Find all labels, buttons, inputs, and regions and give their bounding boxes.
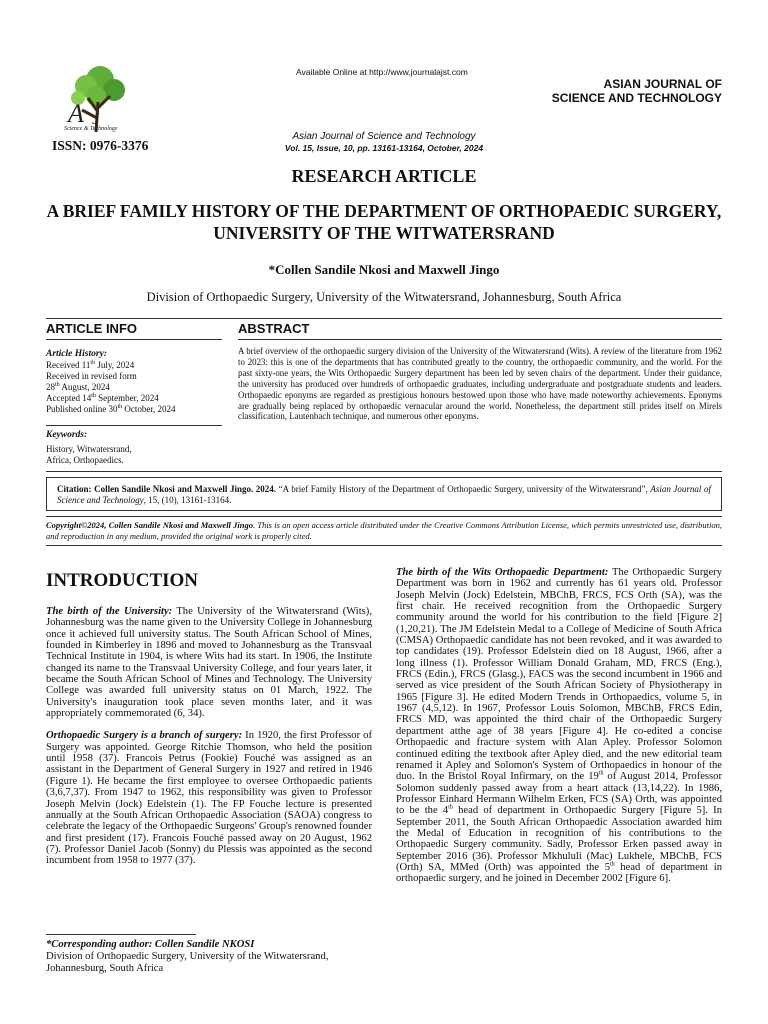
divider [46,545,722,546]
keywords [46,430,226,466]
keywords-label: Keywords: [46,430,88,440]
right-column [396,567,722,885]
abstract-heading: ABSTRACT [238,321,310,336]
affiliation: Division of Orthopaedic Surgery, University of the Witwatersrand, Johannesburg, South Africa [146,290,622,304]
corresponding-author [46,939,372,975]
logo-caption: Science & Technology [64,126,118,132]
corresponding-affiliation: Division of Orthopaedic Surgery, University of the Witwatersrand, Johannesburg, South Africa [46,951,329,974]
divider [46,516,722,517]
divider [46,471,722,472]
journal-logo [52,62,140,142]
footnote-rule [46,934,196,935]
corresponding-label: *Corresponding author: Collen Sandile NKOSI [46,939,255,950]
divider [46,339,222,340]
paragraph: The birth of the Wits Orthopaedic Department: The Orthopaedic Surgery Department was born in 1962 and currently has 61 years old. Professor Joseph Melvin (Jock) Edelstein, MBChB, FRCS, FCS Orth (SA), was the first chair. He received recognition from the Orthopaedic Surgery community around the world for his contribution to the field [Figure 2] (1,20,21). The JM Edelstein Medal to a College of Medicine of South Africa (CMSA) Orthopaedic candidate has not been revoked, and it was awarded to top candidates (19). Professor Edelstein died on 18 August, 1966, after a long illness (1). Professor William Donald Graham, MD, FRCS (Eng.), FRCS (Edin.), FRCS (Glasg.), FACS was the second incumbent in 1966 and served as vice president of the South African Society of Physiotherapy in 1965 [Figure 3]. He edited Modern Trends in Orthopaedics, volume 5, in 1967 (4,5,12). In 1967, Professor Louis Solomon, MBChB, FRCS Edin, FRCS MD, was appointed the third chair of the Orthopaedic Surgery department atthe age of 38 years [Figure 4]. He co-edited a concise Orthopaedic and fracture system with Alan Apley. Professor Solomon continued editing the textbook after Apley died, and the new editorial team renamed it Apley and Solomon's System of Orthopaedics in honour of the duo. In the Bristol Royal Infirmary, on the 19th of August 2014, Professor Solomon suddenly passed away from a heart attack (13,14,22). In 1986, Professor Einhard Hermann Wilhelm Erken, FCS (SA) Orth, was appointed to be the 4th head of department in Orthopaedic Surgery [Figure 5]. In September 2011, the South African Orthopaedic Association awarded him the Medal of Education in recognition of his contributions to the Orthopaedic Surgery community. Sadly, Professor Erken passed away in September 2016 (36). Professor Mkhululi (Mac) Lukhele, MBChB, FCS (Orth) SA, MMed (Orth) was appointed the 5th head of department in orthopaedic surgery, and he joined in December 2002 [Figure 6]. [396,567,722,885]
authors: *Collen Sandile Nkosi and Maxwell Jingo [268,262,500,277]
svg-text:J: J [92,111,100,128]
journal-name [540,77,722,105]
divider [238,339,722,340]
citation-text: Citation: Collen Sandile Nkosi and Maxwell Jingo. 2024. “A brief Family History of the Department of Orthopaedic Surgery, university of the Witwatersrand”, Asian Journal of Science and Technology, 15, (10), 13161-13164. [57,484,711,505]
divider [46,425,222,426]
abstract-text: A brief overview of the orthopaedic surgery division of the University of the Witwatersrand (Wits). A review of the literature from 1962 to 2023: this is one of the departments that has contributed greatly to the country, the orthopaedic community, and the world. For the past sixty-one years, the Wits Orthopaedic Surgery department has been led by seven chairs of the department. Under their guidance, the university has produced over hundreds of orthopaedic graduates, including undergraduate and postgraduate students and leaders. Orthopaedic eponyms are regarded as prestigious honours bestowed upon those who have made noteworthy achievements. Eponyms are gradually being replaced by orthopaedic vernacular around the world. Nonetheless, the department still prides itself on Mirels classification, Lautenbach technique, and numerous other eponyms. [238,346,722,422]
article-title: A BRIEF FAMILY HISTORY OF THE DEPARTMENT OF ORTHOPAEDIC SURGERY, UNIVERSITY OF THE WITWATERSRAND [46,201,722,243]
received-date: Received 11th July, 2024 [46,360,135,370]
journal-name-line1: ASIAN JOURNAL OF [603,77,722,91]
paragraph: Orthopaedic Surgery is a branch of surgery: In 1920, the first Professor of Surgery was appointed. George Ritchie Thomson, who held the position until 1958 (37). Francois Petrus (Fookie) Fouché was assigned as an assistant in the Department of General Surgery in 1927 and retired in 1946 (Figure 1). He became the first employee to oversee Orthopaedic patients (3,6,7,37). From 1947 to 1962, this responsibility was given to Professor Joseph Melvin (Jock) Edelstein (1). The FP Fouche lecture is presented annually at the South African Orthopaedic Association (SAOA) congress to celebrate the legacy of the Orthopaedic Surgeons' Group's renowned founder and first president (17). Francois Fouché passed away on 20 August, 1962 (7). Professor Daniel Jacob (Sonny) du Plessis was appointed as the second incumbent from 1958 to 1977 (37). [46,730,372,867]
available-online: Available Online at http://www.journalajst.com [296,67,468,77]
divider [46,318,722,319]
journal-name-line2: SCIENCE AND TECHNOLOGY [551,91,722,105]
journal-full-name: Asian Journal of Science and Technology [292,131,476,142]
copyright-notice: Copyright©2024, Collen Sandile Nkosi and Maxwell Jingo. This is an open access article distributed under the Creative Commons Attribution License, which permits unrestricted use, distribution, and reproduction in any medium, provided the original work is properly cited. [46,520,722,541]
introduction-heading: INTRODUCTION [46,570,199,591]
citation-box [46,477,722,511]
keywords-line1: History, Witwatersrand, [46,444,132,454]
published-date: Published online 30th October, 2024 [46,404,176,414]
article-history [46,349,226,415]
revised-date: 28th August, 2024 [46,382,110,392]
left-column [46,606,372,867]
paragraph: The birth of the University: The University of the Witwatersrand (Wits), Johannesburg was the name given to the University College in Johannesburg once it achieved full university status. The South African School of Mines, founded in Kimberley in 1896 and moved to Johannesburg as the Transvaal Technical Institute in 1904, is where Wits had its start. In 1906, the Institute changed its name to the Transvaal University College, and four years later, it became the South African School of Mines and Technology. The University College was awarded full university status on 01 March, 1922. The University's inauguration took place seven months later, and it was appropriately commemorated (6, 34). [46,606,372,720]
volume-info: Vol. 15, Issue, 10, pp. 13161-13164, October, 2024 [284,143,484,153]
accepted-date: Accepted 14th September, 2024 [46,393,159,403]
issn: ISSN: 0976-3376 [52,138,149,153]
article-type: RESEARCH ARTICLE [291,166,477,186]
article-info-heading: ARTICLE INFO [46,321,137,336]
keywords-line2: Africa, Orthopaedics. [46,455,124,465]
revised-label: Received in revised form [46,371,137,381]
svg-text:A: A [68,99,84,128]
history-label: Article History: [46,349,107,359]
